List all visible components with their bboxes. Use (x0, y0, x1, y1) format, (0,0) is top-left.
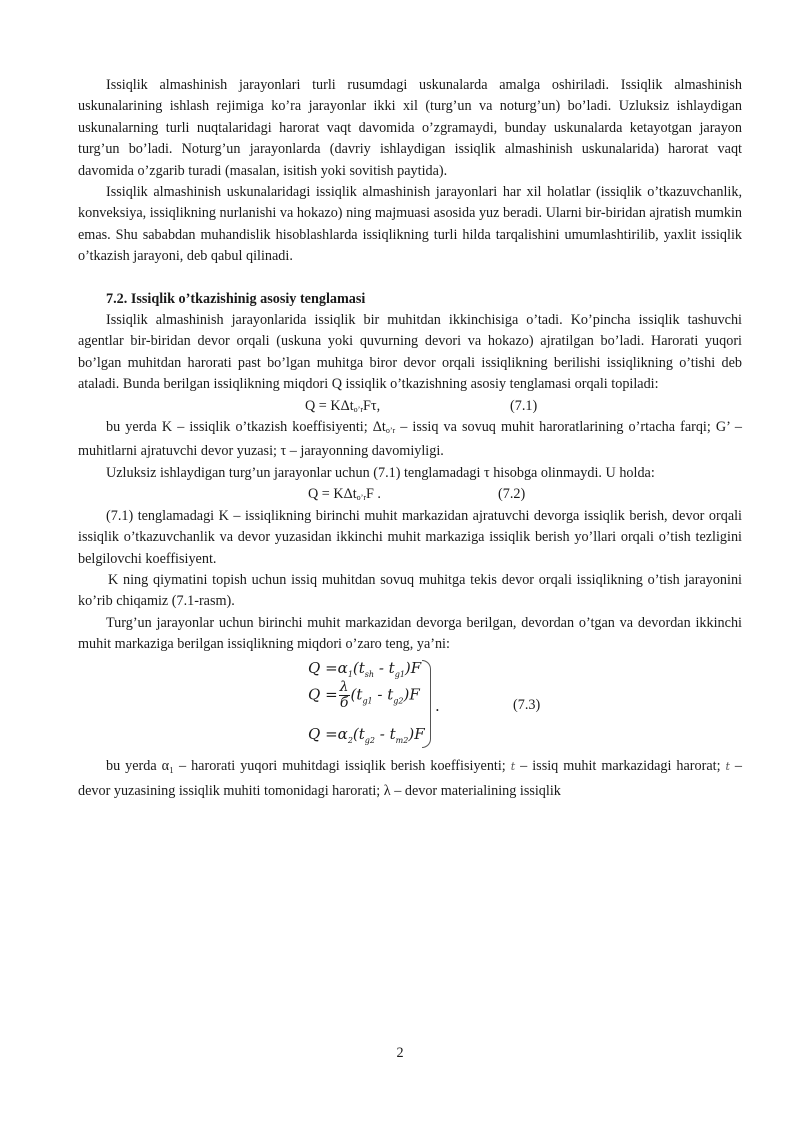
system-row-1: $Q =\alpha_1(t_{sh} - t_{g1})F$ (308, 658, 422, 679)
paragraph-1: Issiqlik almashinish jarayonlari turli rusumdagi uskunalarda amalga oshiriladi. Issiqlik almashinish uskunalarining ishlash rejimiga ko’ra jarayonlar ikki xil (turg’un va noturg’un) bo’ladi. Uzluksiz ishlaydigan uskunalarning turli nuqtalaridagi harorat vaqt davomida o’zgramaydi, bunday uskunalarda ketayotgan jarayon turg’un bo’ladi. Noturg’un jarayonlarda (davriy ishlaydigan issiqlik almashinish uskunalarida) harorat vaqt davomida o’zgarib turadi (masalan, isitish yoki sovitish paytida). (78, 77, 742, 179)
equation-number: (7.1) (510, 397, 538, 414)
paragraph-7: K ning qiymatini topish uchun issiq muhitdan sovuq muhitga tekis devor orqali issiqlikning o’tish jarayonini ko’rib chiqamiz (7.1-rasm). (78, 571, 742, 610)
paragraph-4: bu yerda K – issiqlik o’tkazish koeffisiyenti; $\Delta t_{o’r}$ – issiq va sovuq muhit haroratlarining o’rtacha farqi; G’ – muhitlarni ajratuvchi devor yuzasi; τ – jarayonning davomiyligi. (78, 419, 742, 460)
paragraph-6: (7.1) tenglamadagi K – issiqlikning birinchi muhit markazidan ajratuvchi devorga issiqlik berish, devor orqali issiqlik o’tkazuvchanlik va devor yuzasidan ikkinchi muhit markaziga issiqlik berish yo’llari orqali o’tish tezligini belgilovchi koeffisiyent. (78, 507, 742, 567)
equation-number: (7.3) (513, 696, 541, 713)
equation-7-2: Q = KΔt$_{o’r}$F . (7.2) (78, 484, 742, 505)
equation-7-1: Q = KΔt$_{o’r}$Fτ, (7.1) (78, 396, 742, 417)
equation-system-7-3: $Q =\alpha_1(t_{sh} - t_{g1})F$ Q = $\frac{\lambda}{б}$ $(t_{g1} - t_{g2})F$ $Q =\alpha_2(t_{g2} - t_{m2})F$ . (7.3) (78, 658, 742, 750)
paragraph-2: Issiqlik almashinish uskunalaridagi issiqlik almashinish jarayonlari har xil holatlar (issiqlik o’tkazuvchanlik, konveksiya, issiqlikning nurlanishi va hokazo) ning majmuasi asosida yuz beradi. Ularni bir-biridan ajratish mumkin emas. Shu sababdan muhandislik hisoblashlarda issiqlikning turli hilda tarqalishini umumlashtirilib, yaxlit issiqlik o’tkazish jarayoni, deb qabul qilinadi. (78, 184, 742, 265)
paragraph-3: Issiqlik almashinish jarayonlarida issiqlik bir muhitdan ikkinchisiga o’tadi. Ko’pincha issiqlik tashuvchi agentlar bir-biridan devor orqali (uskuna yoki quvurning devori va hokazo) ajratilgan bo’ladi. Harorati yuqori bo’lgan muhitdan harorati past bo’lgan muhitga biror devor orqali issiqlikning berilishi issiqlikning o’tishi deb ataladi. Bunda berilgan issiqlikning miqdori Q issiqlik o’tkazishning asosiy tenglamasi orqali topiladi: (78, 312, 742, 393)
system-row-3: $Q =\alpha_2(t_{g2} - t_{m2})F$ (308, 724, 425, 745)
lambda-over-delta: $\frac{\lambda}{б}$ (339, 678, 349, 711)
system-row-2: Q = $\frac{\lambda}{б}$ $(t_{g1} - t_{g2})F$ (308, 678, 420, 711)
paragraph-8: Turg’un jarayonlar uchun birinchi muhit markazidan devorga berilgan, devordan o’tgan va devordan ikkinchi muhit markaziga berilgan issiqlikning miqdori o’zaro teng, ya’ni: (78, 614, 742, 653)
right-brace (422, 660, 431, 748)
paragraph-5: Uzluksiz ishlaydigan turg’un jarayonlar uchun (7.1) tenglamadagi τ hisobga olinmaydi. U holda: (106, 464, 655, 481)
equation-number: (7.2) (498, 486, 526, 503)
document-body (78, 75, 742, 804)
paragraph-9: bu yerda α₁ – harorati yuqori muhitdagi issiqlik berish koeffisiyenti; t – issiq muhit markazidagi harorat; t – devor yuzasining issiqlik muhiti tomonidagi harorati; λ – devor materialining issiqlik (78, 757, 743, 799)
page-number: 2 (396, 1045, 404, 1061)
section-heading: 7.2. Issiqlik o’tkazishinig asosiy tenglamasi (106, 290, 366, 307)
